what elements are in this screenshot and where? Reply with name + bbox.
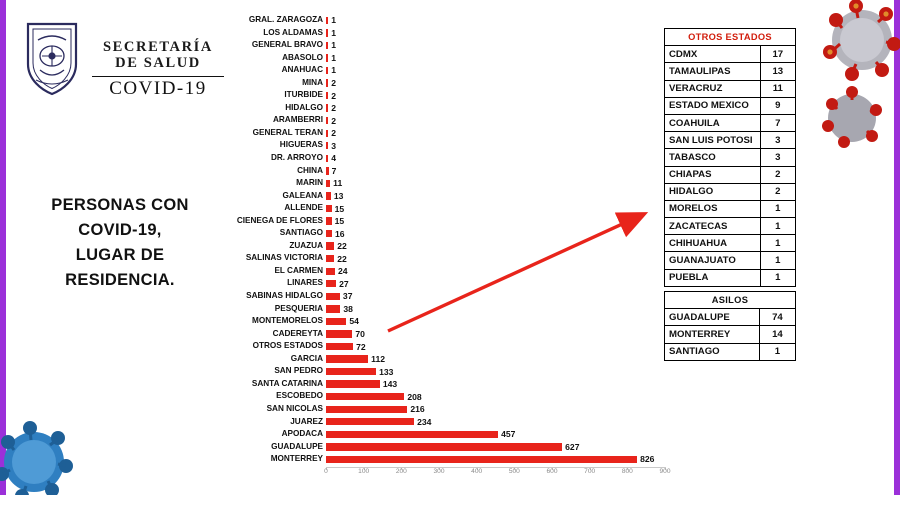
table-header-row bbox=[665, 29, 796, 46]
bar bbox=[326, 406, 407, 413]
bar bbox=[326, 318, 346, 325]
bar-category-label: CADEREYTA bbox=[272, 328, 323, 338]
bar bbox=[326, 431, 498, 438]
bar-track bbox=[326, 303, 665, 316]
caption-line-2: COVID-19, bbox=[78, 221, 162, 239]
bar bbox=[326, 117, 328, 124]
table-cell-value: 1 bbox=[760, 218, 795, 235]
bar-value-label: 13 bbox=[333, 190, 344, 201]
table-cell-name: GUADALUPE bbox=[665, 309, 760, 326]
table-cell-name: CHIHUAHUA bbox=[665, 235, 761, 252]
bar bbox=[326, 343, 353, 350]
table-row bbox=[665, 63, 796, 80]
bar bbox=[326, 293, 340, 300]
table-header-row bbox=[665, 292, 796, 309]
bar-category-label: SAN PEDRO bbox=[274, 366, 323, 376]
table-cell-name: SANTIAGO bbox=[665, 343, 760, 360]
bar-track bbox=[326, 277, 665, 290]
bar-track bbox=[326, 215, 665, 228]
bar-category-label: LINARES bbox=[287, 278, 323, 288]
bar-track bbox=[326, 290, 665, 303]
bar-category-label: CHINA bbox=[297, 165, 323, 175]
bar-value-label: 1 bbox=[331, 15, 336, 26]
table-cell-name: COAHUILA bbox=[665, 114, 761, 131]
bar bbox=[326, 104, 328, 111]
table-row bbox=[665, 114, 796, 131]
bar bbox=[326, 355, 368, 362]
bar-track bbox=[326, 102, 665, 115]
table-cell-name: ZACATECAS bbox=[665, 218, 761, 235]
bar-value-label: 457 bbox=[501, 429, 516, 440]
bar-value-label: 22 bbox=[337, 241, 347, 252]
bar-track bbox=[326, 340, 665, 353]
bar-category-label: ESCOBEDO bbox=[276, 391, 323, 401]
bar-track bbox=[326, 190, 665, 203]
bar-value-label: 3 bbox=[331, 140, 336, 151]
bar-value-label: 7 bbox=[331, 165, 337, 176]
table-cell-name: ESTADO MEXICO bbox=[665, 97, 761, 114]
table-cell-value: 11 bbox=[760, 80, 795, 97]
bar-category-label: ZUAZUA bbox=[289, 240, 323, 250]
table-cell-name: CDMX bbox=[665, 46, 761, 63]
bar-track bbox=[326, 328, 665, 341]
bar-track bbox=[326, 365, 665, 378]
table-cell-value: 1 bbox=[760, 252, 795, 269]
org-name bbox=[90, 40, 226, 71]
bar-value-label: 216 bbox=[410, 404, 425, 415]
bar-category-label: MARIN bbox=[296, 178, 323, 188]
table-cell-value: 1 bbox=[760, 269, 795, 286]
bar-category-label: SABINAS HIDALGO bbox=[246, 291, 323, 301]
bar-value-label: 72 bbox=[356, 341, 366, 352]
bar-value-label: 2 bbox=[331, 115, 336, 126]
table-body bbox=[665, 29, 796, 287]
coat-of-arms-shield-icon bbox=[24, 20, 80, 96]
bar-track bbox=[326, 89, 665, 102]
chart-bar-row bbox=[225, 77, 665, 90]
caption-line-4: RESIDENCIA. bbox=[65, 271, 175, 289]
bar-category-label: ARAMBERRI bbox=[272, 115, 323, 125]
bar-track bbox=[326, 390, 665, 403]
bar-category-label: HIGUERAS bbox=[279, 140, 323, 150]
bar bbox=[326, 255, 334, 262]
table-row bbox=[665, 269, 796, 286]
bar-category-label: GRAL. ZARAGOZA bbox=[248, 15, 323, 24]
bar bbox=[326, 67, 328, 74]
bar-value-label: 37 bbox=[342, 291, 353, 302]
chart-bar-row bbox=[225, 390, 665, 403]
caption-line-3: LUGAR DE bbox=[75, 246, 165, 264]
bar-category-label: DR. ARROYO bbox=[270, 153, 323, 163]
bar-value-label: 2 bbox=[331, 128, 336, 139]
table-cell-name: TABASCO bbox=[665, 149, 761, 166]
org-name-line2: DE SALUD bbox=[115, 55, 201, 71]
chart-bar-row bbox=[225, 52, 665, 65]
table-cell-value: 1 bbox=[759, 343, 795, 360]
bar-track bbox=[326, 240, 665, 253]
bar bbox=[326, 17, 328, 24]
bar-category-label: SANTIAGO bbox=[279, 228, 323, 238]
axis-tick-label: 400 bbox=[471, 467, 483, 475]
chart-bar-row bbox=[225, 202, 665, 215]
bar-category-label: ALLENDE bbox=[284, 203, 323, 213]
bar-track bbox=[326, 227, 665, 240]
axis-tick-label: 500 bbox=[508, 467, 520, 475]
bar bbox=[326, 380, 380, 387]
bar-value-label: 1 bbox=[331, 40, 336, 51]
table-row bbox=[665, 166, 796, 183]
chart-bar-row bbox=[225, 378, 665, 391]
table-cell-name: MORELOS bbox=[665, 200, 761, 217]
chart-bar-row bbox=[225, 102, 665, 115]
bar bbox=[326, 230, 332, 237]
bar bbox=[326, 42, 328, 49]
bar-track bbox=[326, 52, 665, 65]
bar-value-label: 11 bbox=[333, 178, 343, 189]
chart-bar-row bbox=[225, 177, 665, 190]
table-cell-name: VERACRUZ bbox=[665, 80, 761, 97]
table-cell-name: MONTERREY bbox=[665, 326, 760, 343]
table-cell-value: 17 bbox=[760, 46, 795, 63]
table-cell-value: 9 bbox=[760, 97, 795, 114]
bottom-strip bbox=[0, 495, 900, 508]
chart-bar-row bbox=[225, 127, 665, 140]
divider bbox=[92, 76, 224, 77]
bar bbox=[326, 167, 329, 174]
chart-bar-row bbox=[225, 428, 665, 441]
bar bbox=[326, 155, 328, 162]
bar-value-label: 1 bbox=[331, 27, 336, 38]
chart-bar-row bbox=[225, 152, 665, 165]
bar-track bbox=[326, 252, 665, 265]
bar-category-label: EL CARMEN bbox=[274, 265, 323, 275]
bar-value-label: 1 bbox=[331, 65, 336, 76]
table-row bbox=[665, 326, 796, 343]
bar-value-label: 2 bbox=[331, 103, 336, 114]
table-row bbox=[665, 252, 796, 269]
table-cell-value: 1 bbox=[760, 235, 795, 252]
bar-track bbox=[326, 416, 665, 429]
bar bbox=[326, 280, 336, 287]
bar-category-label: GUADALUPE bbox=[271, 441, 323, 451]
chart-bar-row bbox=[225, 340, 665, 353]
bar-track bbox=[326, 152, 665, 165]
bar bbox=[326, 330, 352, 337]
table-cell-value: 7 bbox=[760, 114, 795, 131]
bar-value-label: 24 bbox=[338, 266, 348, 277]
chart-bar-row bbox=[225, 27, 665, 40]
bar bbox=[326, 29, 328, 36]
bar-value-label: 627 bbox=[565, 441, 580, 452]
bar-value-label: 54 bbox=[349, 316, 359, 327]
chart-bar-row bbox=[225, 240, 665, 253]
bar-track bbox=[326, 265, 665, 278]
bar-track bbox=[326, 139, 665, 152]
chart-bar-row bbox=[225, 39, 665, 52]
table-header-label: ASILOS bbox=[665, 292, 796, 309]
chart-bar-row bbox=[225, 14, 665, 27]
table-cell-name: TAMAULIPAS bbox=[665, 63, 761, 80]
axis-tick-label: 200 bbox=[395, 467, 407, 475]
bar-category-label: SAN NICOLAS bbox=[266, 403, 323, 413]
coronavirus-illustration-secondary-icon bbox=[0, 388, 110, 508]
caption-line-1: PERSONAS CON bbox=[51, 196, 189, 214]
bar-track bbox=[326, 378, 665, 391]
bar bbox=[326, 242, 334, 249]
page-title: COVID-19 bbox=[109, 78, 207, 99]
bar-value-label: 15 bbox=[334, 216, 345, 227]
bar-track bbox=[326, 403, 665, 416]
org-name-line1: SECRETARÍA bbox=[102, 39, 213, 55]
bar-category-label: SANTA CATARINA bbox=[251, 378, 323, 388]
bar-category-label: JUAREZ bbox=[290, 416, 323, 426]
coronavirus-illustration-icon bbox=[790, 0, 900, 170]
bar bbox=[326, 268, 335, 275]
chart-bar-row bbox=[225, 265, 665, 278]
table-cell-value: 1 bbox=[760, 200, 795, 217]
table-row bbox=[665, 309, 796, 326]
bar-value-label: 133 bbox=[379, 366, 394, 377]
table-row bbox=[665, 46, 796, 63]
axis-tick-label: 700 bbox=[584, 467, 596, 475]
chart-bar-row bbox=[225, 315, 665, 328]
table-row bbox=[665, 235, 796, 252]
bar-track bbox=[326, 114, 665, 127]
chart-bar-row bbox=[225, 139, 665, 152]
table-cell-name: CHIAPAS bbox=[665, 166, 761, 183]
bar bbox=[326, 393, 404, 400]
table-cell-value: 3 bbox=[760, 132, 795, 149]
chart-bar-row bbox=[225, 441, 665, 454]
bar bbox=[326, 418, 414, 425]
bar bbox=[326, 92, 328, 99]
chart-bar-row bbox=[225, 215, 665, 228]
bar-track bbox=[326, 165, 665, 178]
chart-bar-row bbox=[225, 353, 665, 366]
bar-category-label: GENERAL BRAVO bbox=[251, 40, 323, 50]
chart-bar-row bbox=[225, 114, 665, 127]
bar-value-label: 38 bbox=[343, 303, 353, 314]
bar-value-label: 2 bbox=[331, 90, 336, 101]
bar bbox=[326, 205, 332, 212]
chart-bar-row bbox=[225, 328, 665, 341]
bar-value-label: 15 bbox=[334, 203, 345, 214]
table-header-label: OTROS ESTADOS bbox=[665, 29, 796, 46]
bar-category-label: MONTEMORELOS bbox=[252, 316, 323, 326]
table-row bbox=[665, 343, 796, 360]
chart-bar-row bbox=[225, 165, 665, 178]
table-cell-value: 14 bbox=[759, 326, 795, 343]
axis-tick-label: 600 bbox=[546, 467, 558, 475]
chart-bar-row bbox=[225, 227, 665, 240]
logo-block bbox=[18, 14, 228, 104]
bar-value-label: 2 bbox=[331, 78, 336, 89]
chart-bar-row bbox=[225, 453, 665, 466]
bar-category-label: HIDALGO bbox=[285, 102, 323, 112]
bar-category-label: GENERAL TERAN bbox=[252, 127, 323, 137]
axis-line bbox=[326, 467, 665, 468]
table-cell-name: GUANAJUATO bbox=[665, 252, 761, 269]
bar-track bbox=[326, 202, 665, 215]
table-row bbox=[665, 132, 796, 149]
bar-category-label: OTROS ESTADOS bbox=[252, 341, 323, 351]
bar bbox=[326, 79, 328, 86]
bar-value-label: 208 bbox=[407, 391, 422, 402]
x-axis bbox=[324, 467, 671, 483]
axis-tick-label: 800 bbox=[621, 467, 633, 475]
chart-bar-row bbox=[225, 416, 665, 429]
table-cell-value: 2 bbox=[760, 183, 795, 200]
chart-bar-row bbox=[225, 252, 665, 265]
bar-track bbox=[326, 453, 665, 466]
chart-bar-row bbox=[225, 64, 665, 77]
bar-value-label: 112 bbox=[371, 354, 386, 365]
bar bbox=[326, 130, 328, 137]
table-asilos bbox=[664, 291, 796, 361]
bar-value-label: 16 bbox=[335, 228, 345, 239]
axis-tick-label: 300 bbox=[433, 467, 445, 475]
bar-category-label: MINA bbox=[302, 77, 323, 87]
table-row bbox=[665, 183, 796, 200]
axis-tick-label: 100 bbox=[358, 467, 370, 475]
bar bbox=[326, 368, 376, 375]
axis-tick-label: 0 bbox=[324, 467, 328, 475]
bar bbox=[326, 217, 332, 224]
bar-category-label: ABASOLO bbox=[282, 52, 323, 62]
bar bbox=[326, 456, 637, 463]
chart-bar-row bbox=[225, 277, 665, 290]
bar bbox=[326, 305, 340, 312]
bar-track bbox=[326, 64, 665, 77]
bar-category-label: ITURBIDE bbox=[284, 90, 323, 100]
table-row bbox=[665, 97, 796, 114]
chart-bar-row bbox=[225, 89, 665, 102]
bar-category-label: CIENEGA DE FLORES bbox=[236, 215, 323, 225]
bar-track bbox=[326, 177, 665, 190]
chart-bar-row bbox=[225, 190, 665, 203]
bar-category-label: PESQUERIA bbox=[274, 303, 323, 313]
table-otros-estados bbox=[664, 28, 796, 287]
table-row bbox=[665, 149, 796, 166]
bar-track bbox=[326, 428, 665, 441]
bar-track bbox=[326, 353, 665, 366]
bar bbox=[326, 443, 562, 450]
bar-track bbox=[326, 441, 665, 454]
table-cell-value: 13 bbox=[760, 63, 795, 80]
bar-category-label: ANAHUAC bbox=[281, 65, 323, 75]
bar-category-label: GARCIA bbox=[290, 353, 323, 363]
table-cell-name: PUEBLA bbox=[665, 269, 761, 286]
bar bbox=[326, 192, 331, 199]
table-cell-value: 2 bbox=[760, 166, 795, 183]
bar-value-label: 826 bbox=[640, 454, 655, 465]
bar-track bbox=[326, 77, 665, 90]
horizontal-bar-chart bbox=[225, 14, 671, 494]
bar-value-label: 4 bbox=[331, 153, 336, 164]
bar-value-label: 234 bbox=[417, 416, 432, 427]
bar-category-label: LOS ALDAMAS bbox=[263, 27, 323, 37]
bar-value-label: 22 bbox=[337, 253, 347, 264]
axis-tick-label: 900 bbox=[659, 467, 671, 475]
chart-bar-row bbox=[225, 303, 665, 316]
bar-value-label: 143 bbox=[382, 379, 398, 390]
table-body bbox=[665, 292, 796, 361]
bar-value-label: 1 bbox=[331, 52, 336, 63]
bar-track bbox=[326, 315, 665, 328]
bar-track bbox=[326, 39, 665, 52]
chart-bar-row bbox=[225, 365, 665, 378]
bar-track bbox=[326, 27, 665, 40]
bar-category-label: APODACA bbox=[281, 429, 323, 439]
bar bbox=[326, 180, 330, 187]
bar-category-label: GALEANA bbox=[282, 190, 323, 200]
table-cell-name: SAN LUIS POTOSI bbox=[665, 132, 761, 149]
table-cell-name: HIDALGO bbox=[665, 183, 761, 200]
table-row bbox=[665, 200, 796, 217]
bar bbox=[326, 142, 328, 149]
bar bbox=[326, 54, 328, 61]
bar-track bbox=[326, 14, 665, 27]
bar-category-label: MONTERREY bbox=[270, 454, 323, 464]
chart-bar-row bbox=[225, 403, 665, 416]
chart-caption bbox=[22, 193, 218, 293]
table-cell-value: 3 bbox=[760, 149, 795, 166]
chart-bar-row bbox=[225, 290, 665, 303]
bar-value-label: 70 bbox=[355, 328, 365, 339]
bar-track bbox=[326, 127, 665, 140]
table-row bbox=[665, 80, 796, 97]
table-cell-value: 74 bbox=[759, 309, 795, 326]
bar-value-label: 27 bbox=[339, 278, 349, 289]
bar-category-label: SALINAS VICTORIA bbox=[245, 253, 323, 263]
table-row bbox=[665, 218, 796, 235]
